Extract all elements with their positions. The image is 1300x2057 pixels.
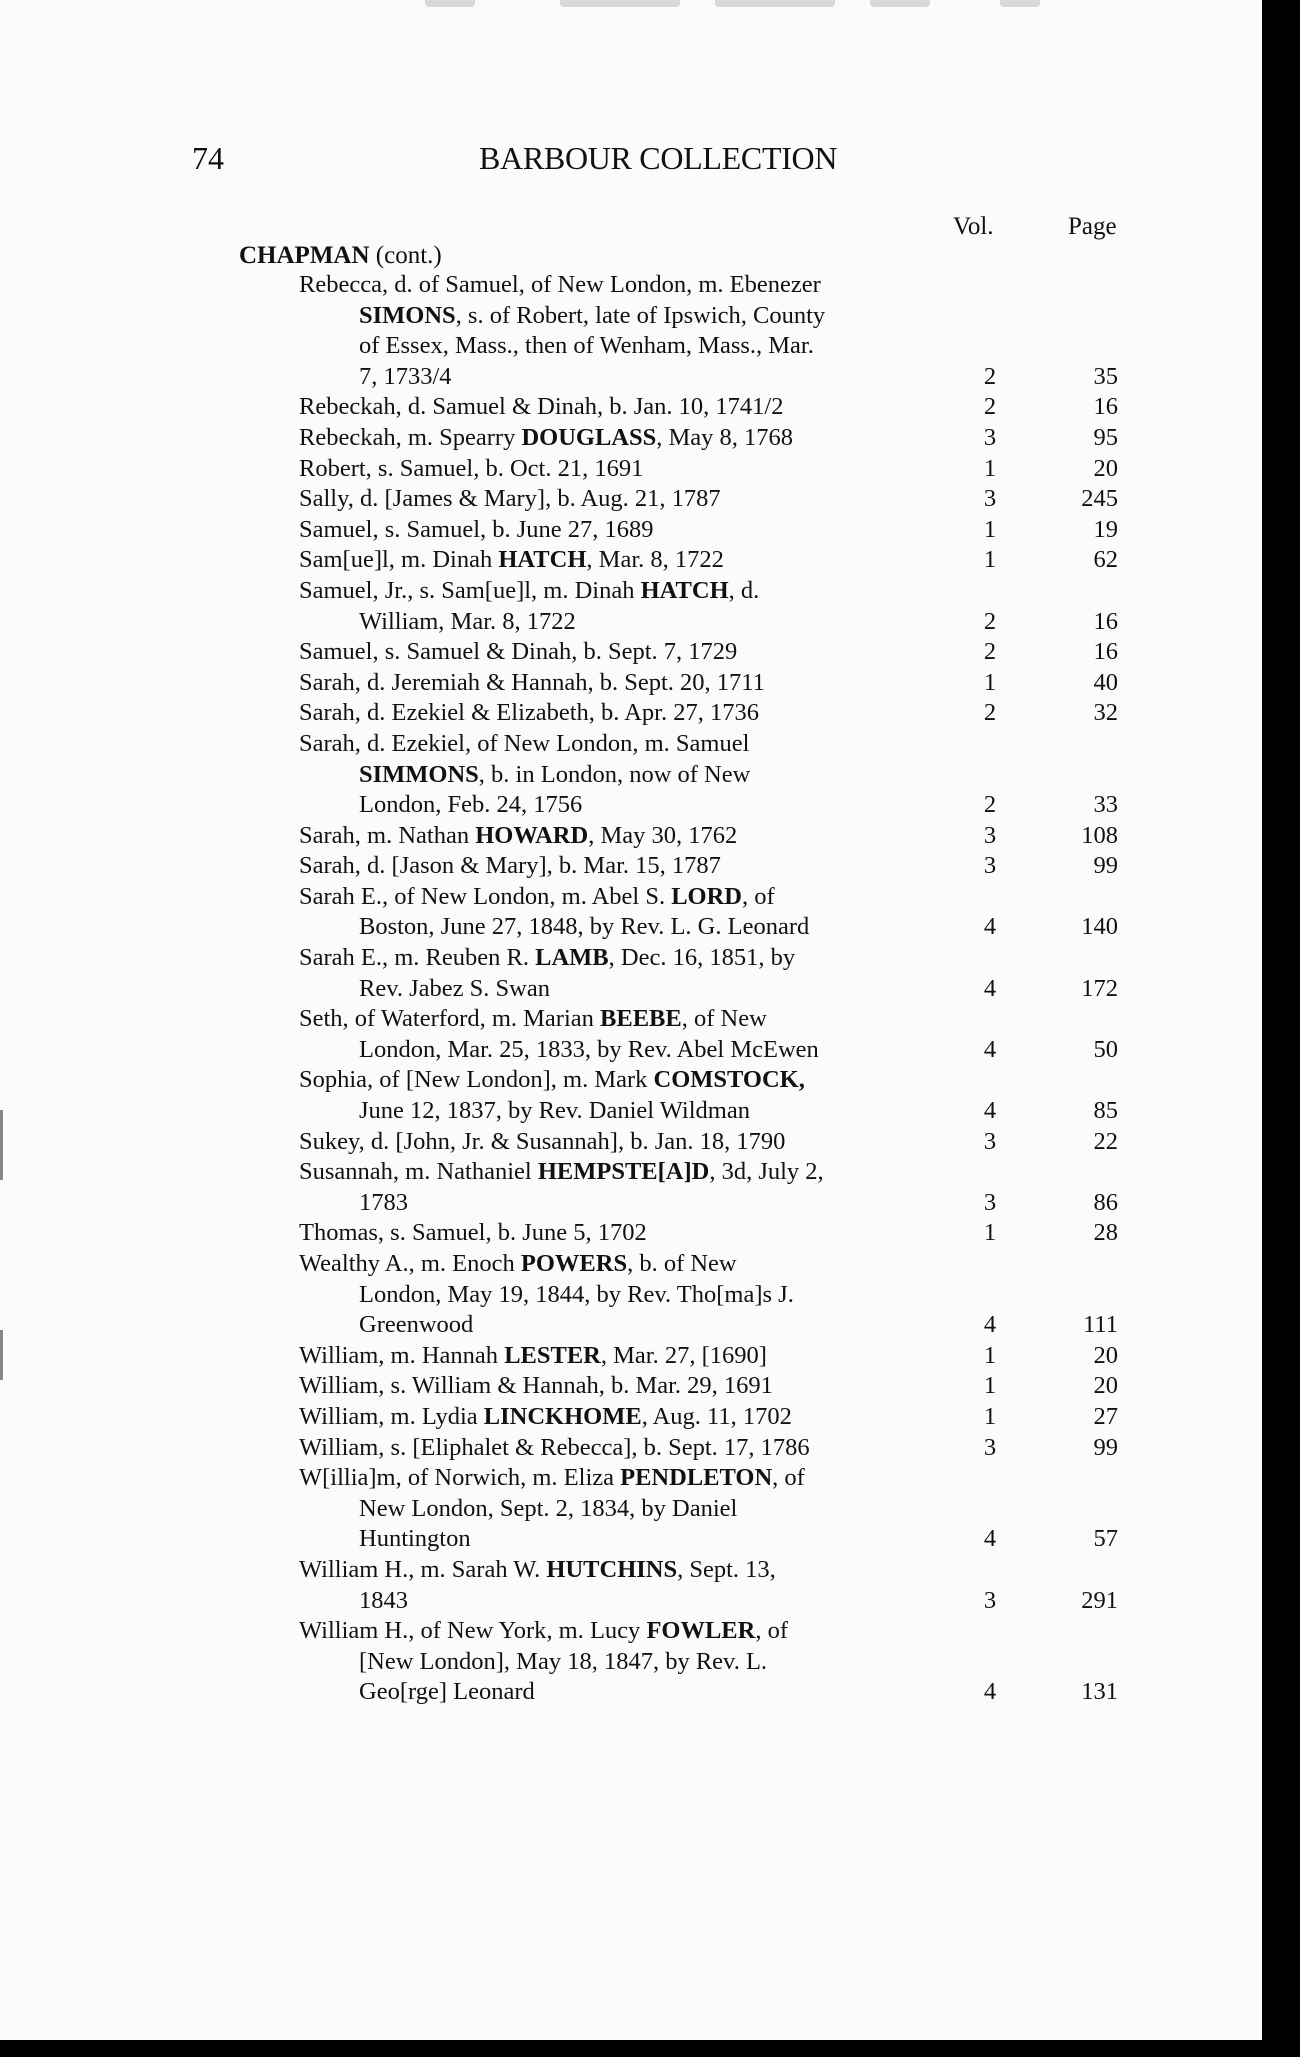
entry-continuation-line	[0, 1096, 1262, 1127]
entry-text	[359, 362, 452, 393]
entry-text	[359, 1310, 473, 1341]
entry-text-segment: , Dec. 16, 1851, by	[608, 944, 796, 972]
entry-page: 32	[1093, 699, 1118, 727]
entry-text	[299, 1249, 737, 1280]
entry-text	[299, 1616, 788, 1647]
entry-text-segment: , s. of Robert, late of Ipswich, County	[455, 301, 826, 329]
entry-text	[299, 943, 795, 974]
entry-page: 20	[1093, 454, 1118, 482]
entry-surname: SIMMONS	[359, 760, 479, 788]
entry-text-segment: , Sept. 13,	[677, 1555, 776, 1583]
entry-volume: 2	[983, 393, 997, 421]
entry-text-segment: Rebeckah, d. Samuel & Dinah, b. Jan. 10, 1741/2	[299, 393, 784, 421]
entry-surname: POWERS	[520, 1250, 628, 1277]
entry-text-segment: London, May 19, 1844, by Rev. Tho[ma]s J.	[359, 1280, 794, 1308]
entry-continuation-line	[0, 1035, 1262, 1066]
entry-surname: SIMONS	[359, 301, 456, 329]
entry-text-segment: Sarah E., of New London, m. Abel S.	[299, 882, 672, 910]
entry-line	[0, 729, 1262, 760]
entry-text-segment: , of	[772, 1464, 805, 1492]
entry-text-segment: Rev. Jabez S. Swan	[359, 974, 550, 1002]
entry-text-segment: William H., m. Sarah W.	[299, 1555, 547, 1583]
entry-continuation-line	[0, 362, 1262, 393]
entry-text-segment: , d.	[728, 576, 760, 604]
surname-heading	[239, 242, 442, 270]
entry-line	[0, 1555, 1262, 1586]
entry-text	[299, 454, 643, 485]
entry-line	[0, 1616, 1262, 1647]
entry-page: 99	[1093, 852, 1118, 880]
entry-page: 20	[1093, 1341, 1118, 1369]
entry-page: 99	[1093, 1433, 1118, 1461]
entry-text-segment: London, Feb. 24, 1756	[359, 791, 583, 819]
entry-surname: BEEBE	[600, 1005, 682, 1033]
entry-continuation-line	[0, 331, 1262, 362]
entry-volume: 3	[983, 423, 997, 451]
entry-volume: 2	[983, 791, 997, 819]
entry-page: 50	[1093, 1035, 1118, 1063]
entry-text	[359, 1647, 767, 1678]
entry-surname: LAMB	[535, 944, 609, 972]
entry-text	[299, 515, 654, 546]
page-number: 74	[192, 140, 224, 176]
entry-surname: HOWARD	[475, 821, 589, 849]
entry-page: 108	[1081, 821, 1118, 849]
entry-volume: 2	[983, 638, 997, 666]
entry-text	[359, 1524, 471, 1555]
entry-volume: 1	[983, 1402, 997, 1430]
entry-text-segment: Sophia, of [New London], m. Mark	[299, 1066, 654, 1094]
running-header-title: BARBOUR COLLECTION	[479, 140, 838, 176]
entry-continuation-line	[0, 1677, 1262, 1708]
entry-surname: LORD	[671, 882, 743, 910]
entry-text	[299, 545, 724, 576]
entry-text-segment: , of New	[681, 1005, 767, 1033]
entry-line	[0, 1157, 1262, 1188]
entry-text	[299, 1157, 824, 1188]
entry-text	[359, 1096, 750, 1127]
entry-volume: 3	[983, 1433, 997, 1461]
entry-text	[299, 851, 721, 882]
entry-text-segment: Geo[rge] Leonard	[359, 1678, 535, 1706]
entries-list	[0, 270, 1262, 1708]
entry-text	[299, 576, 759, 607]
entry-volume: 3	[983, 1127, 997, 1155]
entry-line	[0, 392, 1262, 423]
entry-text	[359, 760, 750, 791]
entry-continuation-line	[0, 790, 1262, 821]
entry-text-segment: Susannah, m. Nathaniel	[299, 1158, 538, 1186]
entry-text	[299, 1127, 785, 1158]
entry-text	[299, 1004, 767, 1035]
entry-line	[0, 1218, 1262, 1249]
entry-text	[359, 1677, 535, 1708]
entry-page: 27	[1093, 1402, 1118, 1430]
entry-page: 111	[1083, 1311, 1118, 1339]
entry-text	[359, 912, 809, 943]
entry-line	[0, 943, 1262, 974]
entry-text-segment: Greenwood	[359, 1311, 474, 1339]
entry-text	[299, 668, 765, 699]
entry-text	[359, 974, 550, 1005]
entry-volume: 3	[983, 1188, 997, 1216]
entry-continuation-line	[0, 301, 1262, 332]
entry-text-segment: Sarah, d. [Jason & Mary], b. Mar. 15, 1787	[299, 852, 721, 880]
entry-text-segment: Samuel, Jr., s. Sam[ue]l, m. Dinah	[299, 576, 641, 604]
entry-volume: 4	[983, 1311, 997, 1339]
entry-text-segment: Sarah E., m. Reuben R.	[299, 944, 536, 972]
entry-text	[359, 1586, 408, 1617]
entry-text	[299, 821, 737, 852]
entry-continuation-line	[0, 1188, 1262, 1219]
entry-volume: 4	[983, 1035, 997, 1063]
entry-volume: 4	[983, 913, 997, 941]
entry-text	[299, 484, 721, 515]
entry-text	[299, 423, 793, 454]
entry-page: 16	[1093, 607, 1118, 635]
entry-line	[0, 454, 1262, 485]
entry-page: 35	[1093, 362, 1118, 390]
entry-continuation-line	[0, 1310, 1262, 1341]
entry-continuation-line	[0, 912, 1262, 943]
entry-volume: 2	[983, 699, 997, 727]
entry-page: 95	[1093, 423, 1118, 451]
entry-volume: 3	[983, 1586, 997, 1614]
entry-text-segment: , Mar. 8, 1722	[586, 546, 724, 574]
scan-edge-marks	[0, 0, 1262, 12]
entry-continuation-line	[0, 1280, 1262, 1311]
entry-surname: HEMPSTE[A]D	[537, 1158, 710, 1186]
entry-text-segment: , May 8, 1768	[656, 423, 794, 451]
entry-continuation-line	[0, 1524, 1262, 1555]
entry-line	[0, 576, 1262, 607]
entry-volume: 1	[983, 1219, 997, 1247]
entry-text	[359, 1494, 737, 1525]
entry-line	[0, 698, 1262, 729]
entry-text-segment: William, m. Lydia	[299, 1402, 484, 1430]
entry-page: 16	[1093, 638, 1118, 666]
entry-line	[0, 545, 1262, 576]
surname-name: CHAPMAN	[239, 242, 370, 269]
entry-text	[299, 1065, 805, 1096]
entry-volume: 4	[983, 1097, 997, 1125]
entry-volume: 1	[983, 1372, 997, 1400]
entry-continuation-line	[0, 1647, 1262, 1678]
entry-volume: 4	[983, 974, 997, 1002]
entry-page: 291	[1081, 1586, 1118, 1614]
entry-volume: 1	[983, 546, 997, 574]
entry-text	[359, 607, 576, 638]
entry-page: 245	[1081, 485, 1118, 513]
entry-volume: 2	[983, 607, 997, 635]
entry-text-segment: William, s. William & Hannah, b. Mar. 29, 1691	[299, 1372, 773, 1400]
entry-text	[359, 1280, 794, 1311]
entry-page: 86	[1093, 1188, 1118, 1216]
entry-text-segment: , of	[742, 882, 775, 910]
entry-page: 140	[1081, 913, 1118, 941]
entry-text-segment: , Mar. 27, [1690]	[600, 1341, 767, 1369]
entry-continuation-line	[0, 1494, 1262, 1525]
entry-volume: 3	[983, 485, 997, 513]
entry-page: 85	[1093, 1097, 1118, 1125]
entry-text-segment: , of	[755, 1617, 789, 1645]
entry-line	[0, 1004, 1262, 1035]
entry-continuation-line	[0, 607, 1262, 638]
entry-text-segment: William, s. [Eliphalet & Rebecca], b. Sept. 17, 1786	[299, 1433, 810, 1461]
entry-line	[0, 851, 1262, 882]
entry-text-segment: Sukey, d. [John, Jr. & Susannah], b. Jan. 18, 1790	[299, 1127, 786, 1155]
entry-text-segment: [New London], May 18, 1847, by Rev. L.	[359, 1647, 768, 1675]
entry-text-segment: June 12, 1837, by Rev. Daniel Wildman	[359, 1097, 750, 1125]
entry-text-segment: Samuel, s. Samuel & Dinah, b. Sept. 7, 1729	[299, 638, 738, 666]
entry-text-segment: Sarah, m. Nathan	[299, 821, 476, 849]
entry-volume: 1	[983, 515, 997, 543]
entry-surname: COMSTOCK,	[653, 1066, 805, 1094]
entry-page: 62	[1093, 546, 1118, 574]
entry-text-segment: New London, Sept. 2, 1834, by Daniel	[359, 1494, 738, 1522]
entry-text	[359, 301, 825, 332]
entry-line	[0, 1402, 1262, 1433]
entry-text	[299, 1463, 805, 1494]
entry-text-segment: Sarah, d. Jeremiah & Hannah, b. Sept. 20, 1711	[299, 668, 765, 696]
entry-text-segment: , b. of New	[627, 1250, 737, 1277]
entry-text-segment: Rebecca, d. of Samuel, of New London, m. Ebenezer	[299, 271, 821, 298]
entry-text-segment: Huntington	[359, 1525, 471, 1553]
entry-text-segment: , b. in London, now of New	[478, 760, 751, 788]
entry-text-segment: Seth, of Waterford, m. Marian	[299, 1005, 601, 1033]
entry-text-segment: William, m. Hannah	[299, 1341, 505, 1369]
entry-line	[0, 1341, 1262, 1372]
entry-text-segment: , Aug. 11, 1702	[641, 1402, 792, 1430]
entry-line	[0, 270, 1262, 301]
entry-text	[299, 1433, 810, 1464]
entry-text-segment: Wealthy A., m. Enoch	[299, 1250, 521, 1277]
entry-page: 22	[1093, 1127, 1118, 1155]
entry-text-segment: Sam[ue]l, m. Dinah	[299, 546, 499, 574]
entry-text-segment: Robert, s. Samuel, b. Oct. 21, 1691	[299, 454, 644, 482]
entry-volume: 4	[983, 1525, 997, 1553]
entry-line	[0, 1127, 1262, 1158]
column-header-vol: Vol.	[953, 213, 994, 240]
entry-volume: 3	[983, 852, 997, 880]
entry-surname: FOWLER	[646, 1617, 756, 1645]
column-header-page: Page	[1068, 213, 1117, 240]
entry-page: 33	[1093, 791, 1118, 819]
entry-volume: 3	[983, 821, 997, 849]
entry-volume: 4	[983, 1678, 997, 1706]
surname-suffix: (cont.)	[369, 242, 442, 269]
entry-page: 19	[1093, 515, 1118, 543]
entry-text-segment: , 3d, July 2,	[709, 1158, 824, 1186]
entry-text-segment: Sally, d. [James & Mary], b. Aug. 21, 1787	[299, 485, 721, 513]
entry-line	[0, 1463, 1262, 1494]
entry-surname: HATCH	[498, 546, 587, 574]
entry-volume: 1	[983, 454, 997, 482]
entry-page: 28	[1093, 1219, 1118, 1247]
entry-surname: PENDLETON	[620, 1464, 773, 1492]
entry-text-segment: of Essex, Mass., then of Wenham, Mass., Mar.	[359, 332, 814, 360]
entry-text	[299, 270, 821, 301]
entry-text	[299, 1555, 776, 1586]
entry-line	[0, 423, 1262, 454]
entry-text	[359, 1035, 819, 1066]
entry-text-segment: Thomas, s. Samuel, b. June 5, 1702	[299, 1219, 647, 1247]
entry-line	[0, 821, 1262, 852]
entry-surname: DOUGLASS	[521, 423, 657, 451]
entry-text	[299, 1341, 767, 1372]
entry-text	[299, 729, 749, 760]
entry-surname: LESTER	[504, 1341, 601, 1369]
entry-text	[359, 790, 582, 821]
entry-surname: LINCKHOME	[483, 1402, 642, 1430]
entry-line	[0, 882, 1262, 913]
entry-line	[0, 637, 1262, 668]
entry-text-segment: 7, 1733/4	[359, 362, 452, 390]
entry-line	[0, 1371, 1262, 1402]
entry-text	[299, 637, 737, 668]
entry-line	[0, 668, 1262, 699]
entry-text	[299, 1218, 647, 1249]
entry-text-segment: William H., of New York, m. Lucy	[299, 1617, 647, 1645]
entry-text-segment: William, Mar. 8, 1722	[359, 607, 576, 635]
entry-page: 40	[1093, 668, 1118, 696]
entry-text-segment: , May 30, 1762	[588, 821, 738, 849]
entry-text-segment: 1843	[359, 1586, 408, 1614]
entry-text-segment: London, Mar. 25, 1833, by Rev. Abel McEwen	[359, 1035, 819, 1063]
entry-continuation-line	[0, 974, 1262, 1005]
entry-text-segment: Boston, June 27, 1848, by Rev. L. G. Leonard	[359, 913, 810, 941]
entry-page: 20	[1093, 1372, 1118, 1400]
entry-text	[359, 331, 814, 362]
entry-volume: 1	[983, 668, 997, 696]
entry-line	[0, 515, 1262, 546]
entry-page: 16	[1093, 393, 1118, 421]
entry-volume: 1	[983, 1341, 997, 1369]
entry-text-segment: Sarah, d. Ezekiel & Elizabeth, b. Apr. 27, 1736	[299, 699, 759, 727]
entry-volume: 2	[983, 362, 997, 390]
entry-text	[299, 882, 775, 913]
entry-text	[299, 1402, 792, 1433]
entry-text-segment: 1783	[359, 1188, 408, 1216]
entry-line	[0, 1065, 1262, 1096]
entry-page: 172	[1081, 974, 1118, 1002]
entry-text-segment: Rebeckah, m. Spearry	[299, 423, 522, 451]
entry-text	[299, 392, 783, 423]
entry-text-segment: W[illia]m, of Norwich, m. Eliza	[299, 1464, 621, 1492]
entry-line	[0, 1433, 1262, 1464]
entry-text-segment: Sarah, d. Ezekiel, of New London, m. Samuel	[299, 729, 750, 757]
entry-text	[299, 1371, 773, 1402]
entry-page: 57	[1093, 1525, 1118, 1553]
entry-page: 131	[1081, 1678, 1118, 1706]
entry-line	[0, 484, 1262, 515]
entry-text	[359, 1188, 408, 1219]
entry-surname: HUTCHINS	[546, 1555, 678, 1583]
entry-continuation-line	[0, 760, 1262, 791]
entry-surname: HATCH	[640, 576, 729, 604]
entry-line	[0, 1249, 1262, 1280]
entry-text-segment: Samuel, s. Samuel, b. June 27, 1689	[299, 515, 654, 543]
entry-text	[299, 698, 759, 729]
entry-continuation-line	[0, 1586, 1262, 1617]
